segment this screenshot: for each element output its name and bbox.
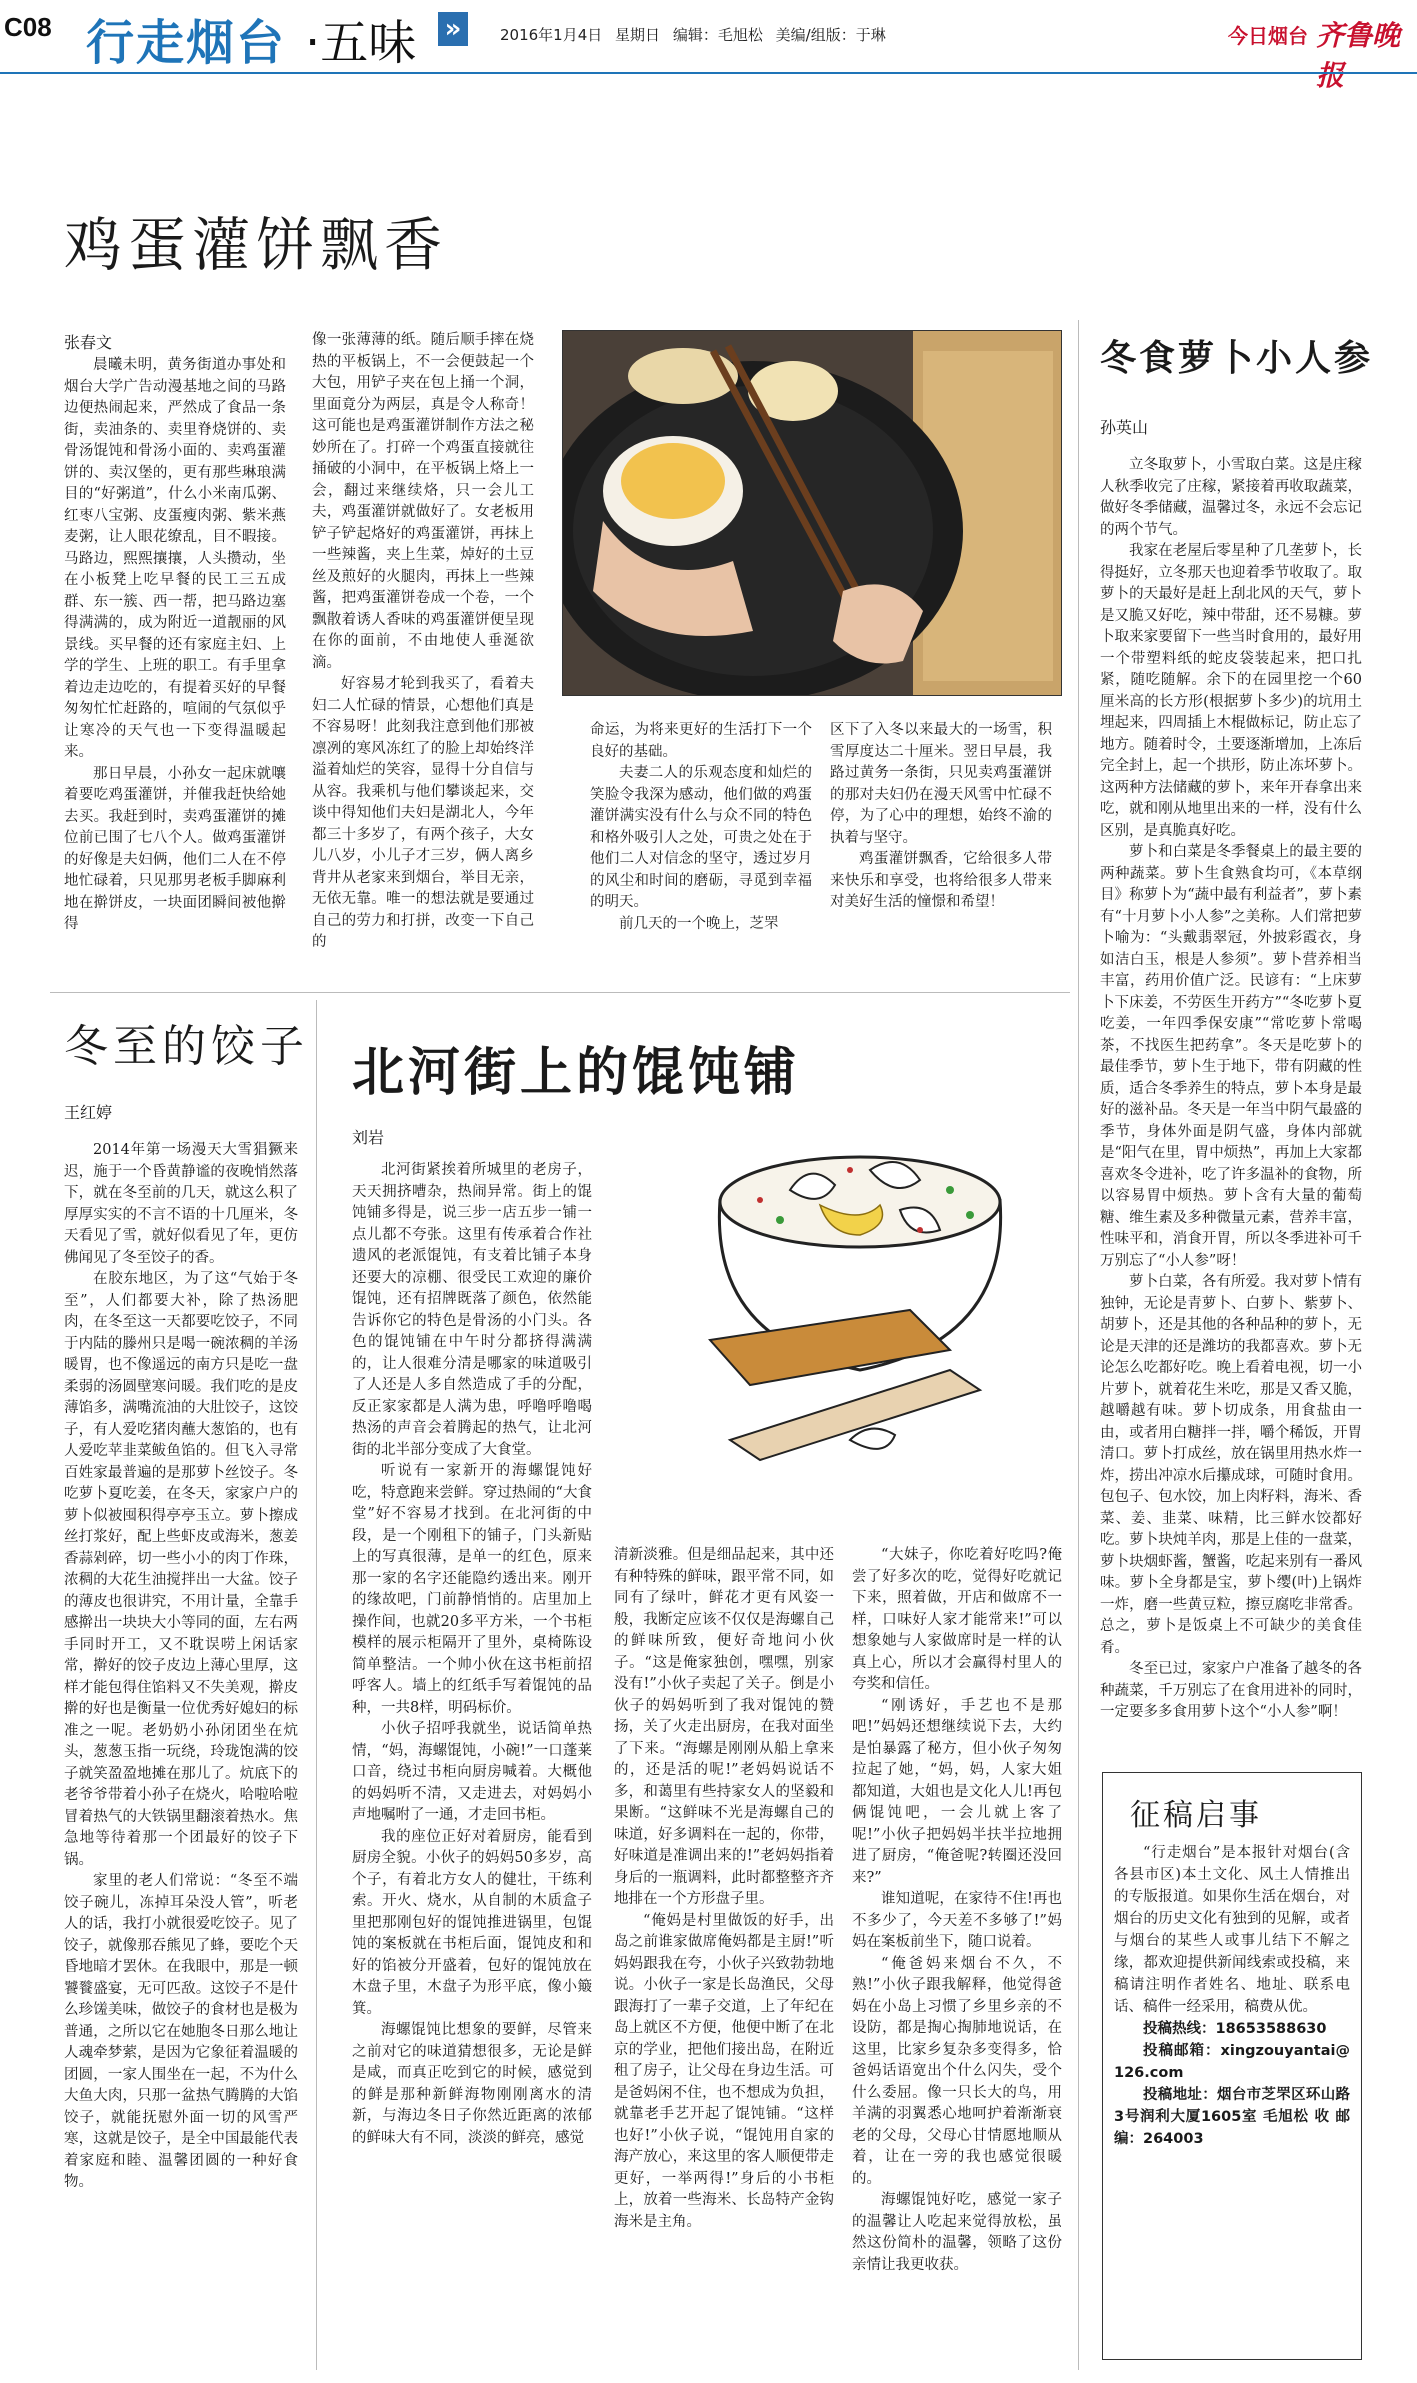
section-title: 行走烟台: [86, 15, 287, 71]
article-jidan-col2: [312, 330, 534, 985]
paragraph: 那日早晨，小孙女一起床就嚷着要吃鸡蛋灌饼，并催我赶快给她去买。我赶到时，卖鸡蛋灌饼的摊位前已围了七八个人。做鸡蛋灌饼的好像是夫妇俩，他们二人在不停地忙碌着，只见那男老板手脚麻利地在擀饼皮，一块面团瞬间被他擀得: [64, 765, 286, 932]
paragraph: 夫妻二人的乐观态度和灿烂的笑脸令我深为感动，他们做的鸡蛋灌饼满实没有什么与众不同的特色和格外吸引人之处，可贵之处在于他们二人对信念的坚守，透过岁月的风尘和时间的磨砺，寻觅到幸福的明天。: [590, 765, 812, 910]
paragraph: 鸡蛋灌饼飘香，它给很多人带来快乐和享受，也将给很多人带来对美好生活的憧憬和希望！: [830, 851, 1052, 910]
notice-hotline: 投稿热线：18653588630: [1143, 2021, 1327, 2037]
paragraph: 萝卜和白菜是冬季餐桌上的最主要的两种蔬菜。萝卜生食熟食均可，《本草纲目》称萝卜为“蔬中最有利益者”，萝卜素有“十月萝卜小人参”之美称。人们常把萝卜喻为：“头戴翡翠冠，外披彩霞衣，身如洁白玉，根是人参须”。萝卜营养相当丰富，药用价值广泛。民谚有：“上床萝卜下床姜，不劳医生开药方”“冬吃萝卜夏吃姜，一年四季保安康”“常吃萝卜常喝茶，不找医生把药拿”。冬天是吃萝卜的最佳季节，萝卜生于地下，带有阴藏的性质，适合冬季养生的特点，萝卜本身是最好的滋补品。冬天是一年当中阴气最盛的季节，身体外面是阴气盛，身体内部就是“阳气在里，胃中烦热”，再加上大家都喜欢冬令进补，吃了许多温补的食物，所以容易胃中烦热。萝卜含有大量的葡萄糖、维生素及多种微量元素，营养丰富，性味平和，消食开胃，所以冬季进补可千万别忘了“小人参”呀！: [1100, 844, 1362, 1269]
illustration-wonton-bowl: [650, 1110, 1070, 1530]
article-jidan-col3: [590, 720, 812, 970]
chevron-right-icon: »: [438, 12, 468, 46]
notice-text: “行走烟台”是本报针对烟台(含各县市区)本土文化、风土人情推出的专版报道。如果你生活在烟台，对烟台的历史文化有独到的见解，或者与烟台的某些人或事儿结下不解之缘，都欢迎提供新闻线索或投稿，来稿请注明作者姓名、地址、联系电话、稿件一经采用，稿费从优。: [1114, 1845, 1350, 2015]
article-huntun-col2: [614, 1545, 834, 2368]
article-huntun-col3: [852, 1545, 1062, 2368]
paragraph: “俺妈是村里做饭的好手，出岛之前谁家做席俺妈都是主厨!”听妈妈跟我在夸，小伙子兴致勃勃地说。小伙子一家是长岛渔民，父母跟海打了一辈子交道，上了年纪在岛上就区不方便，他便中断了在北京的学业，把他们接出岛，在附近租了房子，让父母在身边生活。可是爸妈闲不住，也不想成为负担，就靠老手艺开起了馄饨铺。“这样也好!”小伙子说，“馄饨用自家的海产放心，来这里的客人顺便带走更好，一举两得!”身后的小书柜上，放着一些海米、长岛特产金钩海米是主角。: [614, 1912, 834, 2230]
byline-jidan: 张春文: [64, 333, 113, 352]
paragraph: 谁知道呢，在家待不住!再也不多少了，今天差不多够了!”妈妈在案板前坐下，随口说着。: [852, 1891, 1062, 1950]
byline-jiaozi: 王红婷: [64, 1103, 113, 1122]
paragraph: 小伙子招呼我就坐，说话简单热情，“妈，海螺馄饨，小碗!”一口蓬莱口音，绕过书柜向厨房喊着。大概他的妈妈听不清，又走进去，对妈妈小声地嘱咐了一通，才走回书柜。: [352, 1721, 592, 1823]
page-number: C08: [4, 12, 52, 42]
article-jidan-col4: [830, 720, 1052, 970]
paragraph: 清新淡雅。但是细品起来，其中还有种特殊的鲜味，跟平常不同，如同有了绿叶，鲜花才更有风姿一般，我断定应该不仅仅是海螺自己的鲜味所致，便好奇地问小伙子。“这是俺家独创，嘿嘿，别家没有!”小伙子卖起了关子。倒是小伙子的妈妈听到了我对馄饨的赞扬，关了火走出厨房，在我对面坐了下来。“海螺是刚刚从船上拿来的，还是活的呢!”老妈妈说话不多，和蔼里有些持家女人的坚毅和果断。“这鲜味不光是海螺自己的味道，好多调料在一起的，你带，好味道是准调出来的!”老妈妈指着身后的一瓶调料，此时都整整齐齐地排在一个方形盘子里。: [614, 1547, 834, 1907]
paragraph: 像一张薄薄的纸。随后顺手摔在烧热的平板锅上，不一会便鼓起一个大包，用铲子夹在包上捅一个洞，里面竟分为两层，真是令人称奇！这可能也是鸡蛋灌饼制作方法之秘妙所在了。打碎一个鸡蛋直接就往捅破的小洞中，在平板锅上烙上一会，翻过来继续烙，只一会儿工夫，鸡蛋灌饼就做好了。女老板用铲子铲起烙好的鸡蛋灌饼，再抹上一些辣酱，夹上生菜，焯好的土豆丝及煎好的火腿肉，再抹上一些辣酱，把鸡蛋灌饼卷成一个卷，一个飘散着诱人香味的鸡蛋灌饼便呈现在你的面前，不由地使人垂涎欲滴。: [312, 332, 534, 671]
paragraph: 家里的老人们常说：“冬至不端饺子碗儿，冻掉耳朵没人管”，听老人的话，我打小就很爱吃饺子。见了饺子，就像那吞熊见了蜂，要吃个天昏地暗才罢休。在我眼中，那是一顿饕餮盛宴，无可匹敌。这饺子不是什么珍馐美味，做饺子的食材也是极为普通，之所以它在她胞冬日那么地让人魂牵梦萦，是因为它象征着温暖的团圆，一家人围坐在一起，不为什么大鱼大肉，只那一盆热气腾腾的大馅饺子，就能抚慰外面一切的风雪严寒，这就是饺子，是全中国最能代表着家庭和睦、温馨团圆的一种好食物。: [64, 1873, 298, 2190]
issue-info: 2016年1月4日 星期日 编辑：毛旭松 美编/组版：于琳: [500, 26, 886, 44]
section-divider: [50, 992, 1070, 993]
paragraph: 晨曦未明，黄务街道办事处和烟台大学广告动漫基地之间的马路边便热闹起来，严然成了食品一条街，卖油条的、卖里脊烧饼的、卖骨汤馄饨和骨汤小面的、卖鸡蛋灌饼的、卖汉堡的，更有那些琳琅满目的“好粥道”，什么小米南瓜粥、红枣八宝粥、皮蛋瘦肉粥、紫米燕麦粥，让人眼花缭乱，目不暇接。马路边，熙熙攘攘，人头攒动，坐在小板凳上吃早餐的民工三五成群、东一簇、西一帮，把马路边塞得满满的，成为附近一道靓丽的风景线。买早餐的还有家庭主妇、上学的学生、上班的职工。有手里拿着边走边吃的，有提着买好的早餐匆匆忙忙赶路的，喧闹的气氛似乎让寒冷的天气也一下变得温暖起来。: [64, 357, 286, 760]
article-title-jidan: 鸡蛋灌饼飘香: [64, 211, 449, 279]
paragraph: 海螺馄饨比想象的要鲜，尽管来之前对它的味道猜想很多，无论是鲜是咸，而真正吃到它的时候，感觉到的鲜是那种新鲜海物刚刚离水的清新，与海边冬日子你然近距离的浓郁的鲜味大有不同，淡淡的鲜亮，感觉: [352, 2022, 592, 2146]
column-divider: [1078, 320, 1079, 2370]
header-divider: [0, 72, 1417, 74]
paragraph: 我的座位正好对着厨房，能看到厨房全貌。小伙子的妈妈50多岁，高个子，有着北方女人的健壮，干练利索。开火、烧水，从自制的木质盒子里把那刚包好的馄饨推进锅里，包馄饨的案板就在书柜后面，馄饨皮和和好的馅被分开盛着，包好的馄饨放在木盘子里，木盘子为形平底，像小簸箕。: [352, 1828, 592, 2017]
notice-email: 投稿邮箱：xingzouyantai@126.com: [1114, 2043, 1350, 2081]
column-divider: [316, 1000, 317, 2370]
paragraph: 2014年第一场漫天大雪猖獗来迟，施于一个昏黄静谧的夜晚悄然落下，就在冬至前的几天，就这么积了厚厚实实的不言不语的十几厘米，冬天看见了雪，就好似看见了年，更仿佛闻见了冬至饺子的香。: [64, 1142, 298, 1266]
paragraph: 命运，为将来更好的生活打下一个良好的基础。: [590, 722, 812, 760]
paragraph: “刚诱好，手艺也不是那吧!”妈妈还想继续说下去，大约是怕暴露了秘方，但小伙子匆匆拉起了她，“妈，妈，人家大姐都知道，大姐也是文化人儿!再包俩馄饨吧，一会儿就上客了呢!”小伙子把妈妈半扶半拉地拥进了厨房，“俺爸呢?转圈还没回来?”: [852, 1697, 1062, 1886]
article-luobo: [1100, 455, 1362, 1765]
section-subtitle: ·五味: [305, 15, 417, 71]
article-title-luobo: 冬食萝卜小人参: [1100, 338, 1374, 379]
article-huntun-col1: [352, 1160, 592, 2368]
byline-luobo: 孙英山: [1100, 418, 1149, 437]
article-jiaozi: [64, 1140, 298, 2368]
photo-pancake-cooking: [562, 330, 1062, 696]
paragraph: 好容易才轮到我买了，看着夫妇二人忙碌的情景，心想他们真是不容易呀！此刻我注意到他们那被凛冽的寒风冻红了的脸上却始终洋溢着灿烂的笑容，显得十分自信与从容。我乘机与他们攀谈起来，交谈中得知他们夫妇是湖北人，今年都三十多岁了，有两个孩子，大女儿八岁，小儿子才三岁，俩人离乡背井从老家来到烟台，举目无亲，无依无靠。唯一的想法就是要通过自己的劳力和打拼，改变一下自己的: [312, 676, 534, 950]
notice-address: 投稿地址：烟台市芝罘区环山路3号润利大厦1605室 毛旭松 收 邮编：264003: [1114, 2087, 1350, 2147]
byline-huntun: 刘岩: [352, 1128, 385, 1147]
article-jidan-col1: [64, 355, 286, 985]
paragraph: 在胶东地区，为了这“气始于冬至”，人们都要大补，除了热汤肥肉，在冬至这一天都要吃饺子，不同于内陆的滕州只是喝一碗浓稠的羊汤暖胃，也不像遥远的南方只是吃一盘柔弱的汤圆壁寒问暖。我们吃的是皮薄馅多，满嘴流油的大肚饺子，这饺子，有人爱吃猪肉蘸大葱馅的，也有人爱吃苹韭菜鲅鱼馅的。但飞入寻常百姓家最普遍的是那萝卜丝饺子。冬吃萝卜夏吃姜，在冬天，家家户户的萝卜似被囤积得亭亭玉立。萝卜擦成丝打浆好，配上些虾皮或海米，葱姜香蒜剁碎，切一些小小的肉丁作珠，浓稠的大花生油搅拌出一大盆。饺子的薄皮也很讲究，不用计量，全靠手感擀出一块块大小等同的面，左右两手同时开工，又不耽误唠上闲话家常，擀好的饺子皮边上薄心里厚，这样才能包得住馅料又不失美观，擀皮擀的好也是衡量一位优秀好媳妇的标准之一呢。老奶奶小孙闭团坐在炕头，葱葱玉指一玩绕，玲珑饱满的饺子就笑盈盈地摊在那儿了。炕底下的老爷爷带着小孙子在烧火，哈啦哈啦冒着热气的大铁锅里翻滚着热水。焦急地等待着那一个团最好的饺子下锅。: [64, 1271, 298, 1868]
paragraph: 海螺馄饨好吃，感觉一家子的温馨让人吃起来觉得放松，虽然这份简朴的温馨，领略了这份亲情让我更收获。: [852, 2192, 1062, 2273]
notice-title: 征稿启事: [1130, 1798, 1262, 1833]
paragraph: “俺爸妈来烟台不久，不熟!”小伙子跟我解释，他觉得爸妈在小岛上习惯了乡里乡亲的不设防，都是掏心掏肺地说话，在这里，比家乡复杂多变得多，恰爸妈话语宽出个什么闪失，受个什么委屈。像一只长大的鸟，用羊满的羽翼悉心地呵护着渐渐衰老的父母，父母心甘情愿地顺从着，让在一旁的我也感觉很暖的。: [852, 1955, 1062, 2187]
paragraph: 萝卜白菜，各有所爱。我对萝卜情有独钟，无论是青萝卜、白萝卜、紫萝卜、胡萝卜，还是其他的各种品种的萝卜，无论是天津的还是潍坊的我都喜欢。萝卜无论怎么吃都好吃。晚上看着电视，切一小片萝卜，就着花生米吃，那是又香又脆，越嚼越有味。萝卜切成条，用食盐由一由，或者用白糖拌一拌，嚼个稀饭，开胃清口。萝卜打成丝，放在锅里用热水炸一炸，捞出冲凉水后攥成球，可随时食用。包包子、包水饺，加上肉籽料，海米、香菜、姜、韭菜、味精，比三鲜水饺都好吃。萝卜块炖羊肉，那是上佳的一盘菜，萝卜块烟虾酱，蟹酱，吃起来别有一番风味。萝卜全身都是宝，萝卜缨(叶)上锅炸一炸，磨一些黄豆粒，擦豆腐吃非常香。总之，萝卜是饭桌上不可缺少的美食佳肴。: [1100, 1274, 1362, 1656]
paragraph: 北河街紧挨着所城里的老房子，天天拥挤嘈杂，热闹异常。街上的馄饨铺多得是，说三步一店五步一铺一点儿都不夸张。这里有传承着合作社遗风的老派馄饨，有支着比铺子本身还要大的凉棚、很受民工欢迎的廉价馄饨，还有招牌既落了颜色，依然能告诉你它的特色是骨汤的小门头。各色的馄饨铺在中午时分都挤得满满的，让人很难分清是哪家的味道吸引了人还是人多自然造成了手的分配，反正家家都是人满为患，呼噜呼噜喝热汤的声音会着腾起的热气，让北河街的北半部分变成了大食堂。: [352, 1162, 592, 1458]
paragraph: 冬至已过，家家户户准备了越冬的各种蔬菜，千万别忘了在食用进补的同时，一定要多多食用萝卜这个“小人参”啊！: [1100, 1661, 1362, 1720]
paragraph: “大妹子，你吃着好吃吗?俺尝了好多次的吃，觉得好吃就记下来，照着做，开店和做席不一样，口味好人家才能常来!”可以想象她与人家做席时是一样的认真上心，所以才会赢得村里人的夸奖和信任。: [852, 1547, 1062, 1692]
newspaper-logo: 齐鲁晚报: [1316, 19, 1401, 92]
paragraph: 我家在老屋后零星种了几垄萝卜，长得挺好，立冬那天也迎着季节收取了。取萝卜的天最好是赶上刮北风的天气，萝卜是又脆又好吃，辣中带甜，还不易糠。萝卜取来家要留下一些当时食用的，最好用一个带塑料纸的蛇皮袋装起来，把口扎紧，随吃随解。余下的在园里挖一个60厘米高的长方形(根据萝卜多少)的坑用土埋起来，四周插上木棍做标记，防止忘了地方。随着时令，土要逐渐增加，上冻后完全封上，起一个拱形，防止冻坏萝卜。这两种方法储藏的萝卜，来年开春拿出来吃，就和刚从地里出来的一样，没有什么区别，是真脆真好吃。: [1100, 543, 1362, 839]
paragraph: 区下了入冬以来最大的一场雪，积雪厚度达二十厘米。翌日早晨，我路过黄务一条街，只见卖鸡蛋灌饼的那对夫妇仍在漫天风雪中忙碌不停，为了心中的理想，始终不渝的执着与坚守。: [830, 722, 1052, 846]
column-brand: 今日烟台: [1228, 24, 1308, 48]
paragraph: 立冬取萝卜，小雪取白菜。这是庄稼人秋季收完了庄稼，紧接着再收取蔬菜，做好冬季储藏，温馨过冬，永远不会忘记的两个节气。: [1100, 457, 1362, 538]
notice-body: [1114, 1842, 1350, 2352]
paragraph: 听说有一家新开的海螺馄饨好吃，特意跑来尝鲜。穿过热闹的“大食堂”好不容易才找到。在北河街的中段，是一个刚租下的铺子，门头新贴上的写真很薄，是单一的红色，原来那一家的名字还能隐约透出来。刚开的缘故吧，门前静悄悄的。店里加上操作间，也就20多平方米，一个书柜模样的展示柜隔开了里外，桌椅陈设简单整洁。一个帅小伙在这书柜前招呼客人。墙上的红纸手写着馄饨的品种，一共8样，明码标价。: [352, 1463, 592, 1716]
article-title-huntun: 北河街上的馄饨铺: [352, 1043, 801, 1103]
paragraph: 前几天的一个晚上，芝罘: [619, 915, 779, 932]
article-title-jiaozi: 冬至的饺子: [64, 1021, 309, 1072]
